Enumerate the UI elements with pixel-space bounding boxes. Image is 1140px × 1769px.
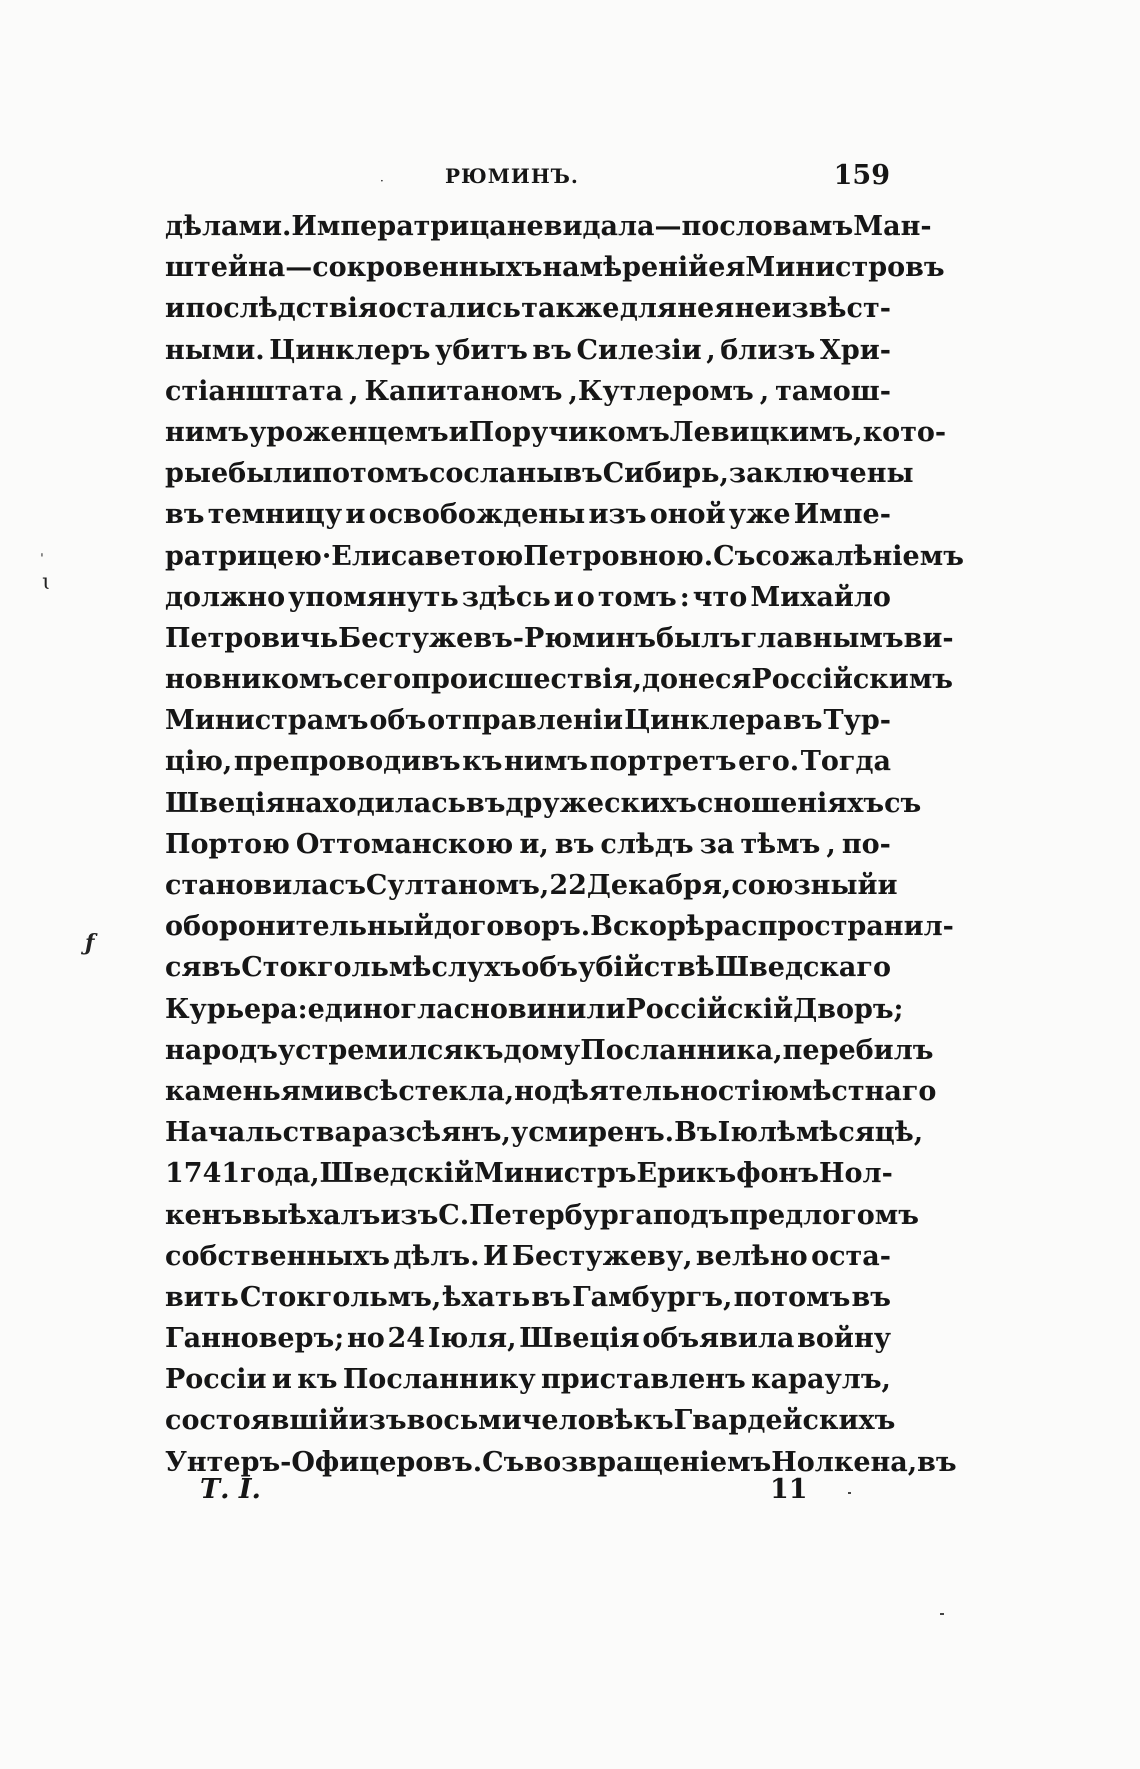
text-word: остались (378, 293, 521, 325)
text-word: каменьями (165, 1075, 345, 1107)
text-line (165, 577, 891, 618)
text-line (165, 659, 953, 700)
text-word: Оттоманскою (295, 828, 514, 860)
margin-mark: ˈ (40, 552, 44, 568)
text-line (165, 741, 891, 782)
text-word: дѣлами. (165, 211, 292, 242)
text-word: дому (503, 1034, 581, 1066)
text-word: и, (519, 828, 549, 860)
text-word: единогласно (307, 993, 508, 1025)
text-word: оста- (811, 1240, 891, 1272)
text-word: и (165, 293, 186, 325)
text-word: вить (165, 1281, 239, 1313)
text-word: Петербурга (469, 1199, 653, 1231)
header-dot: · (380, 174, 384, 188)
text-word: за (699, 828, 735, 860)
text-word: Министрамъ (165, 705, 369, 737)
text-word: убитъ (435, 334, 528, 366)
text-word: Левицкимъ, (669, 416, 863, 448)
text-line (165, 989, 904, 1030)
text-word: Цинклеръ (269, 334, 431, 366)
text-word: становила (165, 870, 329, 901)
text-word: намѣреній (542, 252, 709, 284)
text-word: Швеція (519, 1323, 640, 1355)
text-word: Стокгольмѣ (241, 952, 432, 984)
text-word: и (271, 1364, 292, 1396)
text-word: въ (917, 1446, 957, 1478)
text-line (165, 906, 954, 947)
text-line (165, 700, 891, 741)
text-word: тѣмъ (740, 828, 821, 860)
body-text (165, 206, 964, 1483)
text-word: препроводивъ (233, 746, 461, 778)
text-word: также (521, 293, 620, 325)
text-word: караулъ, (751, 1364, 891, 1396)
text-word: 22 (549, 870, 587, 901)
text-word: потомъ (312, 458, 429, 490)
text-word: восьми (406, 1405, 522, 1437)
text-word: Елисаветою (331, 540, 524, 572)
text-word: предлогомъ (729, 1199, 919, 1231)
text-word: дѣлъ. (393, 1240, 480, 1272)
text-word: Швеція (165, 787, 286, 819)
text-word: изъ (380, 1199, 439, 1231)
text-line (165, 865, 898, 906)
text-word: ся (165, 952, 202, 984)
text-word: ѣхать (442, 1281, 531, 1313)
text-word: Петровичь (165, 622, 339, 654)
text-word: Посланнику (342, 1364, 536, 1396)
print-speck (940, 1613, 944, 1615)
text-word: былъ (655, 622, 741, 654)
text-word: къ (297, 1364, 338, 1396)
text-line (165, 1195, 919, 1236)
text-word: Вскорѣ (590, 911, 705, 943)
text-word: Тур- (823, 705, 891, 737)
text-word: Нол- (819, 1158, 893, 1190)
text-word: Бестужевъ-Рюминъ (338, 622, 656, 654)
text-word: по- (841, 828, 891, 860)
text-line (165, 1318, 891, 1359)
text-word: находилась (285, 787, 467, 819)
text-word: для (619, 293, 677, 325)
text-word: должно (165, 581, 286, 613)
text-word: томъ (597, 581, 677, 613)
text-word: Сибирь, (602, 458, 729, 490)
text-line (165, 1359, 891, 1400)
text-word: кенъ (165, 1199, 243, 1231)
text-word: Нолкена, (771, 1446, 918, 1478)
text-word: Россійскимъ (751, 664, 953, 696)
text-word: новникомъ (165, 664, 343, 696)
text-word: но (346, 1323, 385, 1355)
text-word: убійствѣ (578, 952, 715, 984)
text-word: , (501, 1117, 511, 1149)
text-word: , (759, 375, 770, 407)
text-word: Цинклера (624, 705, 783, 737)
text-word: разсѣянъ (352, 1117, 502, 1149)
text-line (165, 1112, 924, 1153)
page-header (165, 160, 890, 200)
text-word: стекла, (398, 1075, 515, 1107)
text-word: Декабря, (586, 870, 732, 901)
text-word: Дворъ; (793, 993, 904, 1025)
text-word: Капитаномъ (364, 375, 563, 407)
text-word: подъ (652, 1199, 730, 1231)
text-word: ратрицею (165, 540, 322, 572)
text-word: Шведскаго (714, 952, 891, 984)
text-word: стіанштата (165, 375, 344, 407)
text-word: Портою (165, 828, 290, 860)
text-word: видала (543, 211, 655, 242)
text-word: главнымъ (740, 622, 904, 654)
text-word: въ (532, 334, 572, 366)
text-word: сожалѣніемъ (755, 540, 964, 572)
text-line (165, 494, 891, 535)
text-word: возвращеніемъ (524, 1446, 772, 1478)
text-line (165, 412, 947, 453)
text-word: въ (531, 1281, 571, 1313)
text-word: Съ (713, 540, 756, 572)
text-word: фонъ (736, 1158, 820, 1190)
text-word: и (345, 499, 366, 531)
running-head: РЮМИНЪ. (445, 164, 579, 188)
text-word: Шведскій (319, 1158, 475, 1190)
text-word: · (321, 540, 332, 572)
text-word: рые (165, 458, 229, 490)
text-word: Поручикомъ (468, 416, 670, 448)
text-word: Съ (482, 1446, 525, 1478)
text-word: года, (240, 1158, 320, 1190)
text-word: Петровною. (523, 540, 714, 572)
text-word: перебилъ (782, 1034, 934, 1066)
text-word: Унтеръ-Офицеровъ. (165, 1446, 483, 1478)
text-line (165, 288, 891, 329)
page-footer (200, 1474, 840, 1514)
text-word: Россійскій (625, 993, 794, 1025)
text-word: происшествія, (411, 664, 643, 696)
margin-mark: ƒ (85, 930, 95, 956)
text-word: ными. (165, 334, 265, 366)
text-word: Импе- (793, 499, 891, 531)
text-word: послѣдствія (185, 293, 378, 325)
text-word: съ (328, 870, 366, 901)
text-word: Іюля, (427, 1323, 517, 1355)
text-word: сего (343, 664, 412, 696)
text-word: въ (563, 458, 603, 490)
text-word: Гвардейскихъ (673, 1405, 896, 1437)
text-word: Начальства (165, 1117, 353, 1149)
text-word: по (681, 211, 720, 242)
text-word: изъ (348, 1405, 407, 1437)
text-word: освобождены (368, 499, 586, 531)
text-word: И (482, 1240, 509, 1272)
text-word: его. (738, 746, 800, 778)
text-word: темницу (207, 499, 343, 531)
text-word: состоявшій (165, 1405, 349, 1437)
text-word: дѣятельностію (551, 1075, 789, 1107)
text-word: , (349, 375, 359, 407)
text-word: сокровенныхъ (312, 252, 543, 284)
text-word: усмиренъ. (510, 1117, 675, 1149)
text-word: слѣдъ (600, 828, 694, 860)
text-word: объ (521, 952, 578, 984)
text-word: потомъ (733, 1281, 851, 1313)
text-word: изъ (588, 499, 647, 531)
text-word: о (576, 581, 595, 613)
text-word: словамъ (719, 211, 854, 242)
text-word: войну (797, 1323, 891, 1355)
text-word: отправленіи (427, 705, 624, 737)
text-word: цію, (165, 746, 233, 778)
text-line (165, 783, 922, 824)
text-word: оной (649, 499, 726, 531)
text-word: съ (884, 787, 922, 819)
text-line (165, 618, 954, 659)
text-word: — (654, 211, 682, 242)
text-word: Тогда (800, 746, 891, 778)
text-word: въ (851, 1281, 891, 1313)
text-word: упомянуть (288, 581, 459, 613)
text-word: въ (201, 952, 242, 984)
text-word: не (506, 211, 544, 242)
text-word: штейна— (165, 252, 313, 284)
text-word: человѣкъ (521, 1405, 674, 1437)
text-word: Іюлѣ (717, 1117, 796, 1149)
text-word: Бестужеву, (511, 1240, 693, 1272)
text-word: въ (466, 787, 506, 819)
text-word: распространил- (704, 911, 954, 943)
text-word: ея (708, 252, 746, 284)
text-word: Россіи (165, 1364, 267, 1396)
text-word: Императрица (291, 211, 507, 242)
text-word: Стокгольмъ, (240, 1281, 442, 1313)
text-word: были (228, 458, 313, 490)
text-word: объ (369, 705, 427, 737)
text-word: велѣно (695, 1240, 808, 1272)
text-word: ви- (903, 622, 954, 654)
text-word: въ (165, 499, 205, 531)
text-word: договоръ. (433, 911, 591, 943)
text-word: здѣсь (461, 581, 551, 613)
text-word: Въ (674, 1117, 718, 1149)
text-word: заключены (728, 458, 914, 490)
text-word: Курьера: (165, 993, 308, 1025)
text-word: 24 (387, 1323, 426, 1355)
text-line (165, 453, 914, 494)
text-word: мѣстнаго (788, 1075, 937, 1107)
text-word: мѣсяцѣ, (795, 1117, 924, 1149)
text-word: кото- (862, 416, 947, 448)
margin-mark: ɩ (42, 570, 51, 595)
text-word: въ (783, 705, 823, 737)
text-line (165, 1236, 891, 1277)
text-line (165, 1153, 891, 1194)
text-word: Министръ (474, 1158, 637, 1190)
text-word: Михайло (750, 581, 891, 613)
text-word: винили (507, 993, 626, 1025)
text-word: уже (728, 499, 791, 531)
text-word: дружескихъ (505, 787, 697, 819)
text-word: ,Кутлеромъ (568, 375, 754, 407)
text-word: 1741 (165, 1158, 241, 1190)
text-word: объявила (642, 1323, 795, 1355)
text-word: близъ (720, 334, 816, 366)
text-word: слухъ (431, 952, 522, 984)
print-speck (848, 1492, 851, 1494)
text-word: Посланника, (580, 1034, 783, 1066)
signature-mark: Т. I. (200, 1474, 261, 1505)
text-line (165, 947, 891, 988)
text-word: и (877, 870, 898, 901)
signature-number: 11 (770, 1474, 808, 1505)
text-word: нея (677, 293, 735, 325)
text-word: но (514, 1075, 552, 1107)
text-line (165, 206, 932, 247)
text-word: къ (462, 746, 503, 778)
text-word: Султаномъ (365, 870, 540, 901)
text-word: портретъ (589, 746, 737, 778)
text-word: народъ (165, 1034, 278, 1066)
text-line (165, 247, 945, 288)
text-word: Ерикъ (636, 1158, 737, 1190)
text-word: Ман- (853, 211, 932, 242)
text-word: оборонительный (165, 911, 434, 943)
text-line (165, 1400, 896, 1441)
text-word: всѣ (344, 1075, 399, 1107)
text-word: Гамбургъ, (572, 1281, 733, 1313)
text-word: выѣхалъ (242, 1199, 381, 1231)
text-word: въ (554, 828, 595, 860)
page-number: 159 (833, 160, 890, 191)
text-word: Силезіи (576, 334, 702, 366)
text-word: донеся (642, 664, 752, 696)
text-word: : (679, 581, 690, 613)
text-word: , (539, 870, 550, 901)
text-word: , (706, 334, 716, 366)
text-word: къ (463, 1034, 504, 1066)
text-word: нимъ (504, 746, 588, 778)
text-word: нимъ (165, 416, 249, 448)
text-line (165, 824, 891, 865)
text-word: приставленъ (540, 1364, 746, 1396)
text-word: Хри- (819, 334, 891, 366)
text-word: С. (438, 1199, 470, 1231)
text-word: сосланы (428, 458, 564, 490)
text-line (165, 1030, 934, 1071)
text-word: сношеніяхъ (696, 787, 885, 819)
text-word: Министровъ (745, 252, 945, 284)
text-line (165, 371, 891, 412)
text-word: и (553, 581, 574, 613)
text-line (165, 536, 964, 577)
text-word: что (692, 581, 748, 613)
text-line (165, 1071, 937, 1112)
text-word: Ганноверъ; (165, 1323, 345, 1355)
text-line (165, 1277, 891, 1318)
text-word: и (448, 416, 469, 448)
text-word: неизвѣст- (734, 293, 891, 325)
text-line (165, 330, 891, 371)
text-word: уроженцемъ (248, 416, 449, 448)
text-word: устремился (277, 1034, 464, 1066)
text-word: союзный (731, 870, 878, 901)
text-word: , (826, 828, 836, 860)
text-word: собственныхъ (165, 1240, 390, 1272)
text-word: тамош- (775, 375, 891, 407)
